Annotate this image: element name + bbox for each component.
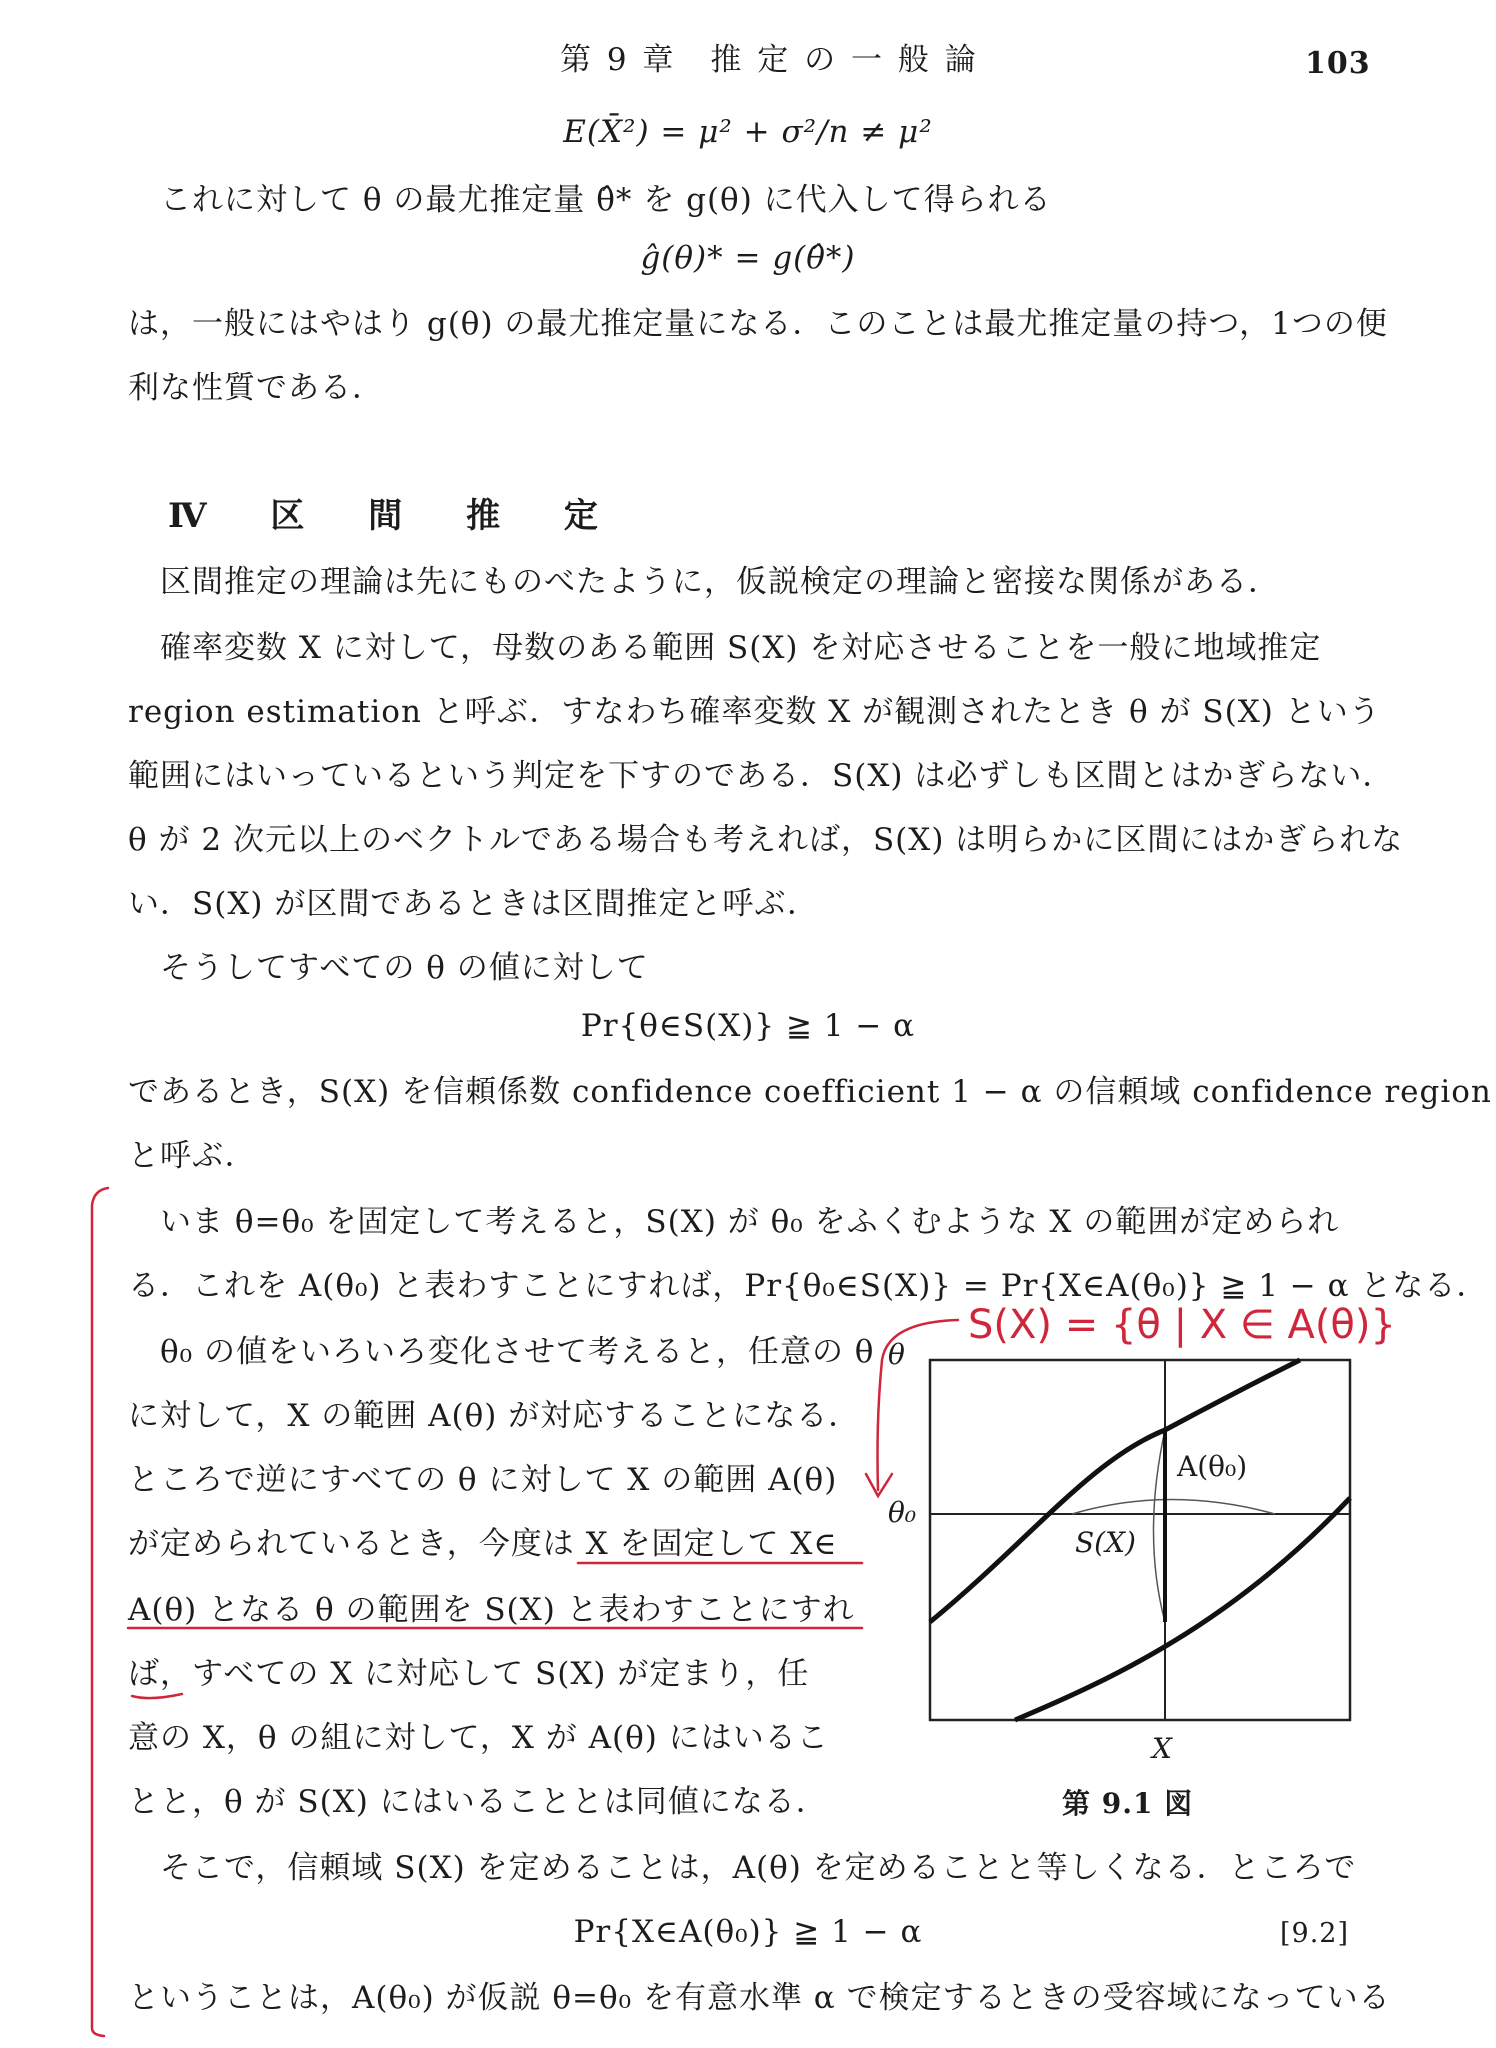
equation-invariance: ĝ(θ)* = g(θ̂*) xyxy=(640,240,856,276)
paragraph-line: region estimation と呼ぶ．すなわち確率変数 X が観測されたとき θ が S(X) という xyxy=(128,694,1381,730)
paragraph-line: ということは，A(θ₀) が仮説 θ=θ₀ を有意水準 α で検定するときの受容域になっている xyxy=(128,1980,1391,2016)
paragraph-line: そこで，信頼域 S(X) を定めることは，A(θ) を定めることと等しくなる．ところで xyxy=(160,1850,1357,1886)
paragraph-line: そうしてすべての θ の値に対して xyxy=(160,950,649,986)
paragraph-line: θ が 2 次元以上のベクトルである場合も考えれば，S(X) は明らかに区間にはかぎられな xyxy=(128,822,1404,858)
y-axis-label: θ xyxy=(888,1338,905,1371)
paragraph-line: θ₀ の値をいろいろ変化させて考えると，任意の θ xyxy=(160,1334,875,1370)
paragraph-line: る．これを A(θ₀) と表わすことにすれば，Pr{θ₀∈S(X)} = Pr{X∈A(θ₀)} ≧ 1 − α となる． xyxy=(128,1268,1489,1304)
s-x-label: S(X) xyxy=(1075,1526,1136,1559)
margin-bracket xyxy=(92,1188,108,2036)
theta0-label: θ₀ xyxy=(888,1496,917,1529)
equation-acceptance: Pr{X∈A(θ₀)} ≧ 1 − α xyxy=(573,1914,923,1950)
paragraph-line: 意の X，θ の組に対して，X が A(θ) にはいるこ xyxy=(128,1720,829,1756)
paragraph-line: い．S(X) が区間であるときは区間推定と呼ぶ． xyxy=(128,886,819,922)
paragraph-line: これに対して θ の最尤推定量 θ̂* を g(θ) に代入して得られる xyxy=(160,182,1052,218)
annotation-arrow xyxy=(878,1320,959,1490)
paragraph-line: であるとき，S(X) を信頼係数 confidence coefficient 1 − α の信頼域 confidence region xyxy=(128,1074,1492,1110)
paragraph-line: A(θ) となる θ の範囲を S(X) と表わすことにすれ xyxy=(128,1592,855,1628)
underline-3 xyxy=(132,1694,182,1698)
paragraph-line: 利な性質である． xyxy=(128,370,384,406)
paragraph-line: ば，すべての X に対応して S(X) が定まり，任 xyxy=(128,1656,810,1692)
paragraph-line: 区間推定の理論は先にものべたように，仮説検定の理論と密接な関係がある． xyxy=(160,564,1280,600)
paragraph-line: とと，θ が S(X) にはいることとは同値になる． xyxy=(128,1784,828,1820)
paragraph-line: と呼ぶ． xyxy=(128,1138,257,1174)
equation-expectation: E(X̄²) = μ² + σ²/n ≠ μ² xyxy=(563,114,933,150)
chapter-header: 第 9 章 推 定 の 一 般 論 xyxy=(560,42,979,78)
paragraph-line: いま θ=θ₀ を固定して考えると，S(X) が θ₀ をふくむような X の範囲が定められ xyxy=(160,1204,1340,1240)
paragraph-line: ところで逆にすべての θ に対して X の範囲 A(θ) xyxy=(128,1462,838,1498)
paragraph-line: に対して，X の範囲 A(θ) が対応することになる． xyxy=(128,1398,861,1434)
x-axis-label: X xyxy=(1152,1732,1172,1765)
equation-number: [9.2] xyxy=(1280,1918,1350,1949)
handwritten-annotation: S(X) = {θ | X ∈ A(θ)} xyxy=(968,1302,1396,1348)
paragraph-line: 範囲にはいっているという判定を下すのである．S(X) は必ずしも区間とはかぎらない． xyxy=(128,758,1395,794)
paragraph-line: 確率変数 X に対して，母数のある範囲 S(X) を対応させることを一般に地域推定 xyxy=(160,630,1322,666)
paragraph-line: は，一般にはやはり g(θ) の最尤推定量になる．このことは最尤推定量の持つ，1つの便 xyxy=(128,306,1388,342)
figure-caption: 第 9.1 図 xyxy=(1062,1787,1194,1820)
paragraph-line: が定められているとき，今度は X を固定して X∈ xyxy=(128,1526,838,1562)
equation-confidence: Pr{θ∈S(X)} ≧ 1 − α xyxy=(580,1008,916,1044)
page-number: 103 xyxy=(1305,46,1371,81)
a-theta0-label: A(θ₀) xyxy=(1177,1450,1248,1483)
section-title: Ⅳ 区 間 推 定 xyxy=(168,496,624,536)
